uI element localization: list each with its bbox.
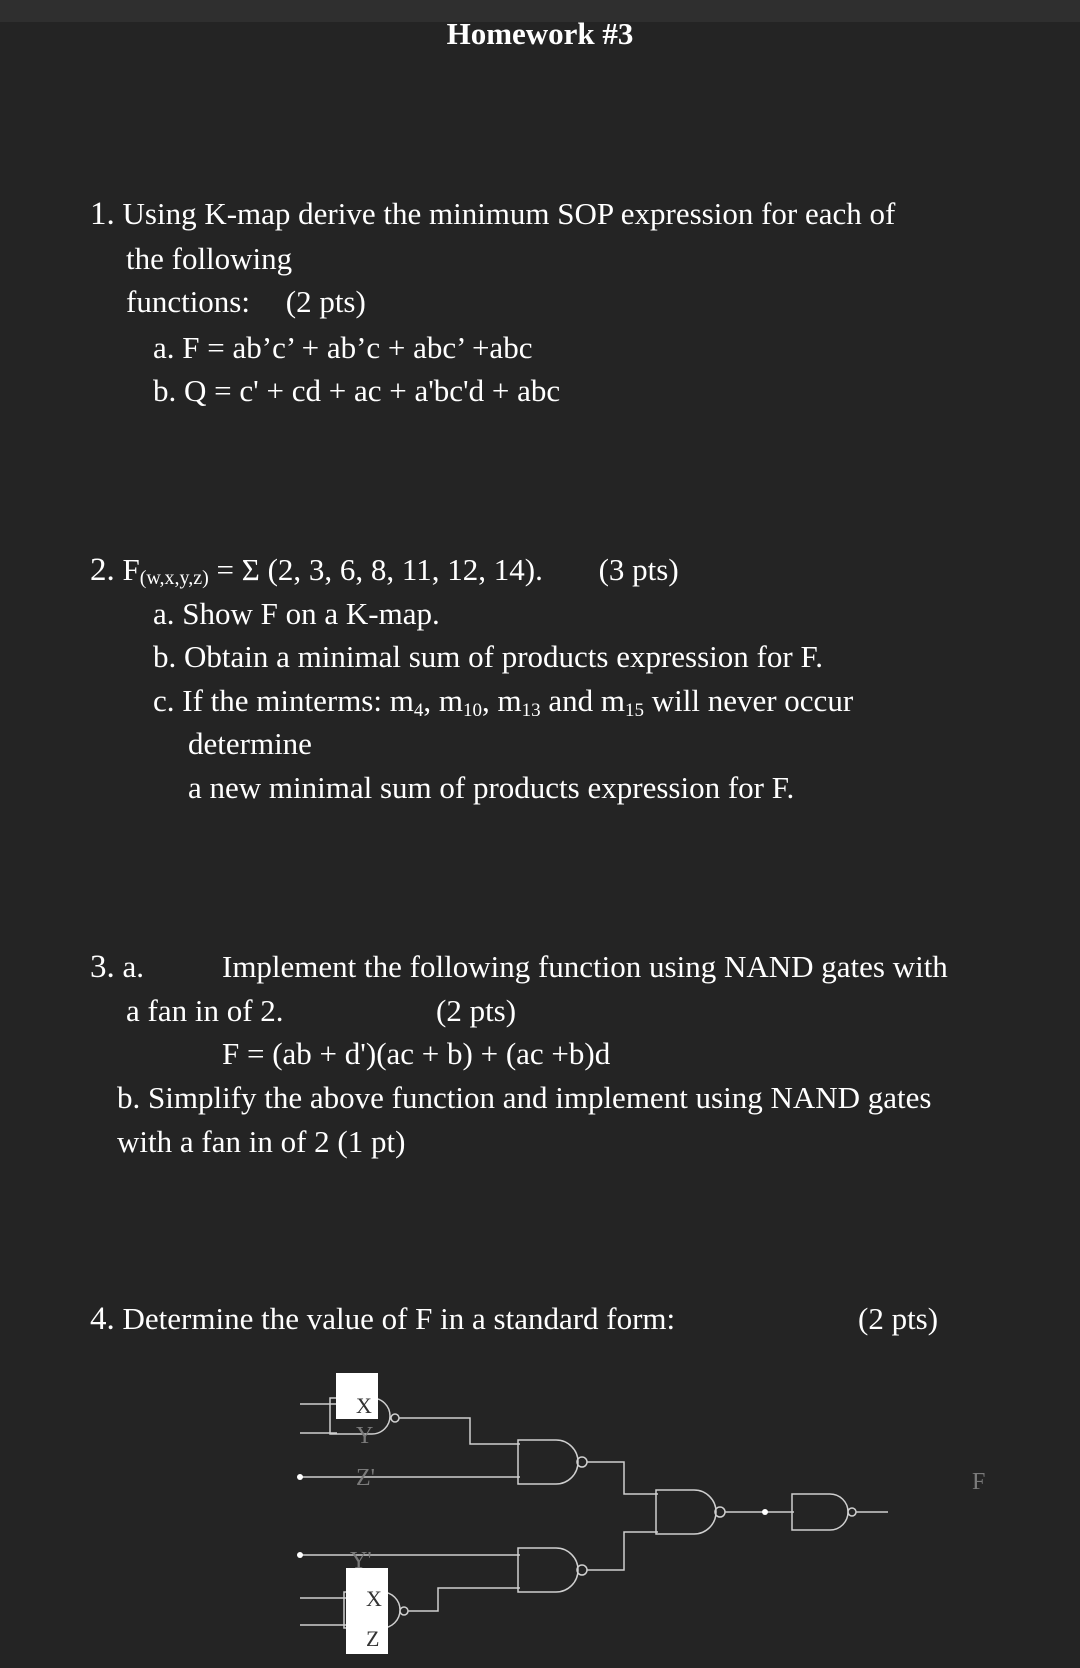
q1-number: 1. xyxy=(90,196,115,232)
q3-part-b-line2: with a fan in of 2 (1 pt) xyxy=(117,1124,406,1159)
q2-c-text: c. If the minterms: m xyxy=(153,683,414,718)
q1-text-line1: Using K-map derive the minimum SOP expression for each of xyxy=(122,196,896,231)
q1-text-line2: the following xyxy=(126,241,293,276)
junction-dot xyxy=(297,1552,303,1558)
q2-c-sub: 13 xyxy=(521,700,541,721)
q2-c-text: will never occur xyxy=(643,683,854,718)
inversion-bubble xyxy=(391,1414,399,1422)
q2-c-text: , m xyxy=(423,683,463,718)
input-label-x: X xyxy=(356,1393,372,1418)
output-label-f: F xyxy=(972,1469,986,1495)
q2-points: (3 pts) xyxy=(598,552,679,587)
q1-functions-label: functions: xyxy=(126,284,250,319)
nand-gate xyxy=(518,1548,578,1592)
q3-a-label: a. xyxy=(122,949,145,984)
q2-line1 xyxy=(90,552,679,596)
q1-part-a: a. F = ab’c’ + ab’c + abc’ +abc xyxy=(153,330,533,365)
inversion-bubble xyxy=(400,1607,408,1615)
q2-c-sub: 4 xyxy=(413,700,424,721)
logic-circuit xyxy=(0,1360,1080,1668)
wire xyxy=(587,1532,658,1570)
q2-number: 2. xyxy=(90,552,115,588)
nand-gate xyxy=(792,1494,848,1530)
q2-c-text: and m xyxy=(540,683,625,718)
input-label-y: Y xyxy=(356,1423,374,1449)
wire xyxy=(587,1462,658,1494)
q1-part-b: b. Q = c' + cd + ac + a'bc'd + abc xyxy=(153,373,561,408)
q1-line1 xyxy=(90,196,895,232)
q1-line3 xyxy=(126,284,366,320)
q2-func-name: F xyxy=(122,552,140,587)
junction-dot xyxy=(762,1509,768,1515)
q3-line1 xyxy=(90,949,144,985)
q2-c-sub: 10 xyxy=(462,700,482,721)
q3-a-line2: a fan in of 2. xyxy=(126,993,284,1028)
nand-gate xyxy=(656,1490,716,1534)
q2-part-a: a. Show F on a K-map. xyxy=(153,596,440,631)
input-label-z-prime: Z' xyxy=(356,1465,375,1491)
nand-gate xyxy=(518,1440,578,1484)
q2-part-c-line3: a new minimal sum of products expression for F. xyxy=(188,770,795,805)
input-label-z2: Z xyxy=(366,1626,380,1651)
q2-part-b: b. Obtain a minimal sum of products expression for F. xyxy=(153,639,823,674)
inversion-bubble xyxy=(848,1508,856,1516)
wire xyxy=(408,1588,520,1611)
q2-c-text: , m xyxy=(481,683,522,718)
q2-c-sub: 15 xyxy=(624,700,644,721)
input-label-y-prime: Y' xyxy=(350,1548,372,1574)
q4-points: (2 pts) xyxy=(858,1301,939,1336)
q4-number: 4. xyxy=(90,1301,115,1337)
q1-points: (2 pts) xyxy=(285,284,366,319)
q3-a-points: (2 pts) xyxy=(436,993,517,1028)
q3-part-b-line1: b. Simplify the above function and implement using NAND gates xyxy=(117,1080,932,1115)
q3-a-text: Implement the following function using NAND gates with xyxy=(222,949,948,984)
q4-line1 xyxy=(90,1301,675,1337)
q2-part-c-line2: determine xyxy=(188,726,312,761)
q2-part-c xyxy=(153,683,853,729)
page-title: Homework #3 xyxy=(446,16,634,51)
q3-function: F = (ab + d')(ac + b) + (ac +b)d xyxy=(222,1036,611,1071)
q4-text: Determine the value of F in a standard form: xyxy=(122,1301,676,1336)
junction-dot xyxy=(297,1474,303,1480)
wire xyxy=(399,1418,520,1444)
input-label-x2: X xyxy=(366,1586,382,1611)
q3-number: 3. xyxy=(90,949,115,985)
q2-minterms: = Σ (2, 3, 6, 8, 11, 12, 14). xyxy=(216,552,543,587)
q2-func-vars: (w,x,y,z) xyxy=(139,567,209,589)
